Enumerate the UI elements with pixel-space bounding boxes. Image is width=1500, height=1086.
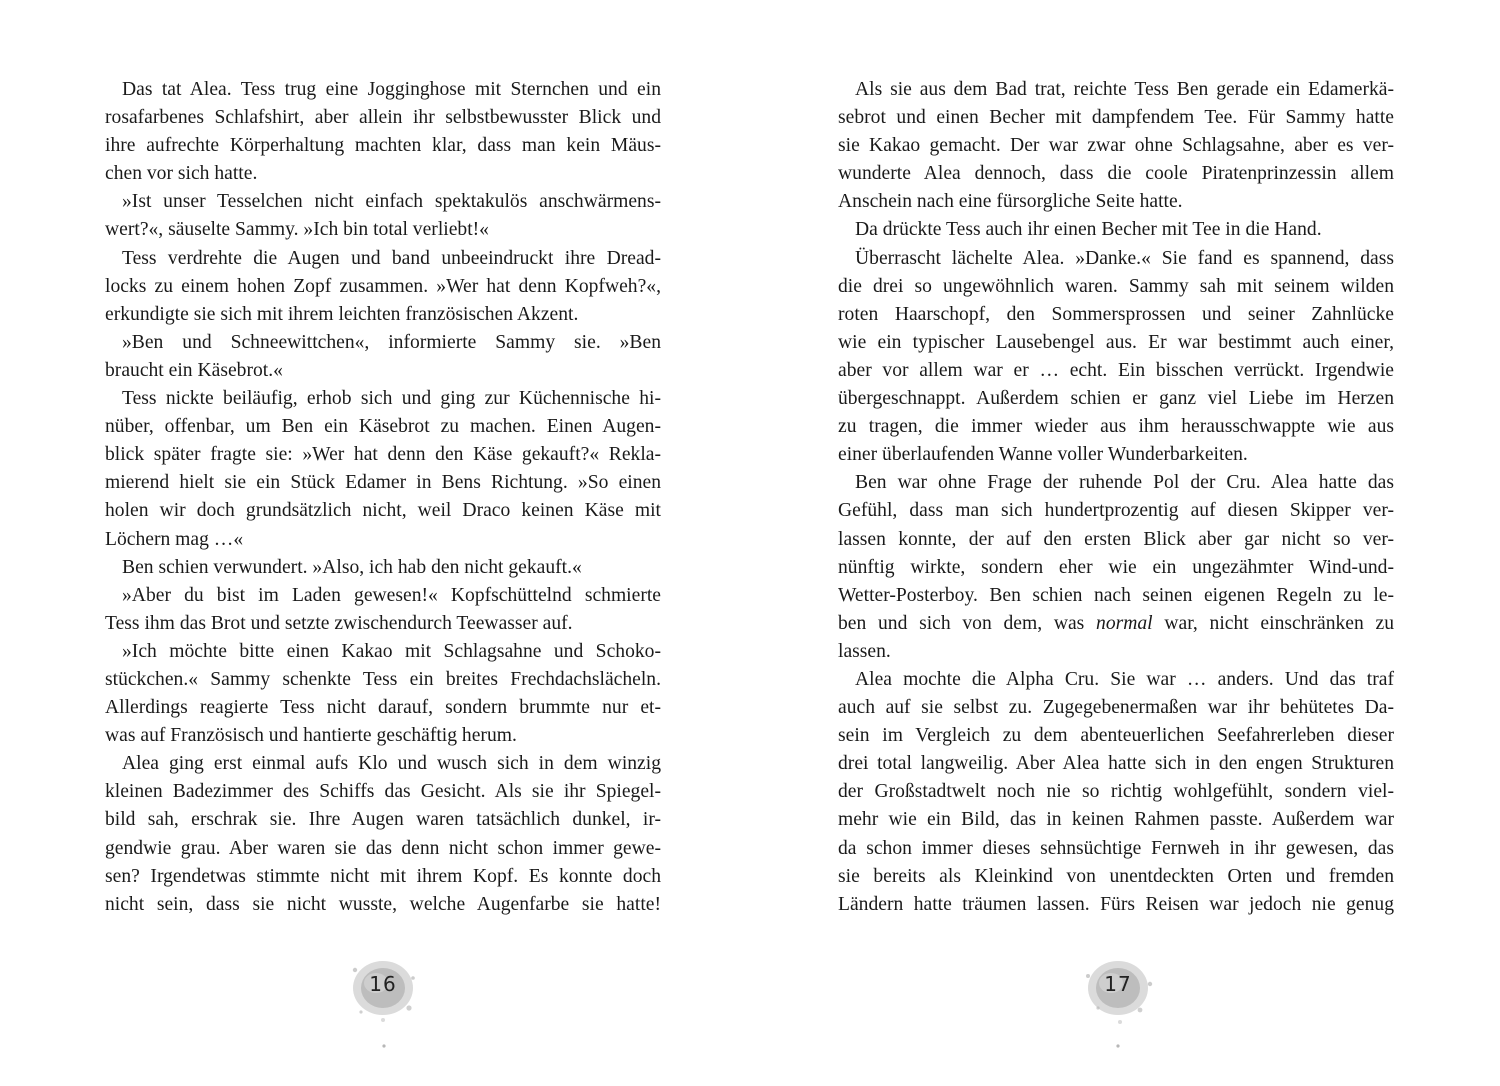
text-line: sein im Vergleich zu dem abenteuerlichen Seefahrerleben dieser: [838, 725, 1394, 747]
text-line: rosafarbenes Schlafshirt, aber allein ihr selbstbewusster Blick und: [105, 107, 661, 129]
text-line: Anschein nach eine fürsorgliche Seite hatte.: [838, 191, 1183, 213]
text-line: wie ein typischer Lausebengel aus. Er war bestimmt auch einer,: [838, 331, 1394, 353]
text-line: mierend hielt sie ein Stück Edamer in Bens Richtung. »So einen: [105, 472, 661, 494]
text-line: stückchen.« Sammy schenkte Tess ein breites Frechdachslächeln.: [105, 668, 661, 690]
text-line: bild sah, erschrak sie. Ihre Augen waren tatsächlich dunkel, ir-: [105, 809, 661, 831]
text-line: roten Haarschopf, den Sommersprossen und seiner Zahnlücke: [838, 303, 1394, 325]
text-line: drei total langweilig. Aber Alea hatte sich in den engen Strukturen: [838, 753, 1394, 775]
text-line: Gefühl, dass man sich hundertprozentig auf diesen Skipper ver-: [838, 500, 1394, 522]
text-line: Löchern mag …«: [105, 528, 244, 550]
text-line: mehr wie ein Bild, das in keinen Rahmen passte. Außerdem war: [838, 809, 1394, 831]
text-line: lassen konnte, der auf den ersten Blick aber gar nicht so ver-: [838, 528, 1394, 550]
text-line: da schon immer dieses sehnsüchtige Fernweh in ihr gewesen, das: [838, 837, 1394, 859]
text-line: »Ich möchte bitte einen Kakao mit Schlagsahne und Schoko-: [122, 640, 661, 662]
text-line: ihre aufrechte Körperhaltung machten klar, dass man kein Mäus-: [105, 135, 661, 157]
text-line: kleinen Badezimmer des Schiffs das Gesicht. Als sie ihr Spiegel-: [105, 781, 661, 803]
left-page-number: [343, 950, 423, 1030]
text-line: zu tragen, die immer wieder aus ihm herausschwappte wie aus: [838, 416, 1394, 438]
text-line: der Großstadtwelt noch nie so richtig wohlgefühlt, sondern viel-: [838, 781, 1394, 803]
ink-splash-icon: [1078, 950, 1158, 1050]
text-line: chen vor sich hatte.: [105, 163, 258, 185]
text-line: die drei so ungewöhnlich waren. Sammy sah mit seinem wilden: [838, 275, 1394, 297]
ink-splash-icon: [343, 950, 423, 1050]
page-number-label: 16: [369, 972, 397, 996]
text-line: wunderte Alea dennoch, dass die coole Piratenprinzessin allem: [838, 163, 1394, 185]
text-line: Da drückte Tess auch ihr einen Becher mit Tee in die Hand.: [855, 219, 1322, 241]
text-line: nüber, offenbar, um Ben ein Käsebrot zu machen. Einen Augen-: [105, 416, 661, 438]
text-line: Als sie aus dem Bad trat, reichte Tess Ben gerade ein Edamerkä-: [855, 79, 1394, 100]
text-line: Tess nickte beiläufig, erhob sich und ging zur Küchennische hi-: [122, 388, 661, 410]
text-segment: war, nicht einschränken zu: [1152, 612, 1394, 634]
text-line: sen? Irgendetwas stimmte nicht mit ihrem Kopf. Es konnte doch: [105, 865, 661, 887]
text-line: Wetter-Posterboy. Ben schien nach seinen eigenen Regeln zu le-: [838, 584, 1394, 606]
text-line: lassen.: [838, 640, 891, 662]
text-line: Ben war ohne Frage der ruhende Pol der Cru. Alea hatte das: [855, 472, 1394, 494]
text-line: wert?«, säuselte Sammy. »Ich bin total verliebt!«: [105, 219, 489, 241]
text-line: einer überlaufenden Wanne voller Wunderbarkeiten.: [838, 444, 1248, 466]
text-line: Das tat Alea. Tess trug eine Jogginghose mit Sternchen und ein: [122, 79, 661, 100]
text-line: auch auf sie selbst zu. Zugegebenermaßen war ihr behütetes Da-: [838, 697, 1394, 719]
text-line: [838, 610, 1394, 638]
text-line: nicht sein, dass sie nicht wusste, welche Augenfarbe sie hatte!: [105, 893, 661, 915]
text-line: nünftig wirkte, sondern eher wie ein ungezähmter Wind-und-: [838, 556, 1394, 578]
text-line: was auf Französisch und hantierte geschäftig herum.: [105, 725, 517, 747]
right-page-body-text: [838, 76, 1394, 919]
left-page-body-text: [105, 76, 661, 919]
right-page: [750, 0, 1500, 1086]
text-line: sebrot und einen Becher mit dampfendem Tee. Für Sammy hatte: [838, 107, 1394, 129]
text-line: Allerdings reagierte Tess nicht darauf, sondern brummte nur et-: [105, 697, 661, 719]
page-number-label: 17: [1104, 972, 1132, 996]
text-line: Alea mochte die Alpha Cru. Sie war … anders. Und das traf: [855, 668, 1394, 690]
text-segment: ben und sich von dem, was: [838, 612, 1085, 634]
text-line: Ben schien verwundert. »Also, ich hab den nicht gekauft.«: [122, 556, 582, 578]
text-line: blick später fragte sie: »Wer hat denn den Käse gekauft?« Rekla-: [105, 444, 661, 466]
text-line: Überrascht lächelte Alea. »Danke.« Sie fand es spannend, dass: [855, 247, 1394, 269]
text-line: locks zu einem hohen Zopf zusammen. »Wer hat denn Kopfweh?«,: [105, 275, 661, 297]
text-line: erkundigte sie sich mit ihrem leichten französischen Akzent.: [105, 303, 579, 325]
text-line: aber vor allem war er … echt. Ein bisschen verrückt. Irgendwie: [838, 359, 1394, 381]
text-line: übergeschnappt. Außerdem schien er ganz viel Liebe im Herzen: [838, 388, 1394, 410]
italic-word: normal: [1096, 612, 1153, 634]
text-line: braucht ein Käsebrot.«: [105, 359, 283, 381]
right-page-number: [1078, 950, 1158, 1030]
text-line: sie Kakao gemacht. Der war zwar ohne Schlagsahne, aber es ver-: [838, 135, 1394, 157]
text-line: sie bereits als Kleinkind von unentdeckten Orten und fremden: [838, 865, 1394, 887]
text-line: Tess verdrehte die Augen und band unbeeindruckt ihre Dread-: [122, 247, 661, 269]
text-line: »Ist unser Tesselchen nicht einfach spektakulös anschwärmens-: [122, 191, 661, 213]
text-line: Tess ihm das Brot und setzte zwischendurch Teewasser auf.: [105, 612, 573, 634]
text-line: Alea ging erst einmal aufs Klo und wusch sich in dem winzig: [122, 753, 661, 775]
text-line: »Ben und Schneewittchen«, informierte Sammy sie. »Ben: [122, 331, 661, 353]
text-line: gendwie grau. Aber waren sie das denn nicht schon immer gewe-: [105, 837, 661, 859]
text-line: holen wir doch grundsätzlich nicht, weil Draco keinen Käse mit: [105, 500, 661, 522]
text-line: Ländern hatte träumen lassen. Fürs Reisen war jedoch nie genug: [838, 893, 1394, 915]
text-line: »Aber du bist im Laden gewesen!« Kopfschüttelnd schmierte: [122, 584, 661, 606]
